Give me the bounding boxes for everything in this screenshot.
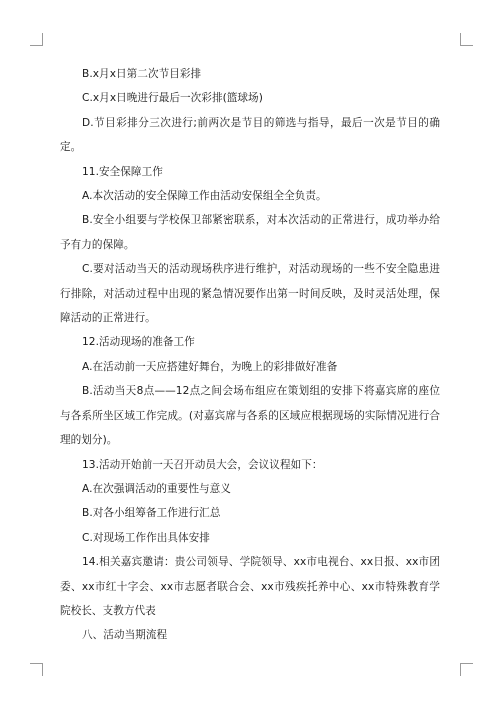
paragraph: C.要对活动当天的活动现场秩序进行维护，对活动现场的一些不安全隐患进行排除，对活动过程中出现的紧急情况要作出第一时间反映，及时灵活处理，保障活动的正常进行。 (60, 263, 440, 325)
paragraph: B.x月x日第二次节目彩排 (82, 68, 202, 80)
paragraph: A.在次强调活动的重要性与意义 (82, 482, 231, 495)
paragraph: B.安全小组要与学校保卫部紧密联系，对本次活动的正常进行，成功举办给予有力的保障。 (60, 214, 440, 251)
paragraph: C.对现场工作作出具体安排 (82, 531, 210, 544)
paragraph: C.x月x日晚进行最后一次彩排(篮球场) (82, 92, 263, 105)
paragraph: 14.相关嘉宾邀请：贵公司领导、学院领导、xx市电视台、xx日报、xx市团委、xx市红十字会、xx市志愿者联合会、xx市残疾托养中心、xx市特殊教育学院校长、支教方代表 (60, 556, 440, 617)
section-heading: 11.安全保障工作 (82, 165, 163, 178)
paragraph: A.本次活动的安全保障工作由活动安保组全全负责。 (82, 190, 327, 203)
document-body (60, 62, 440, 648)
section-heading: 12.活动现场的准备工作 (82, 336, 195, 349)
crop-mark-top-left (30, 33, 43, 46)
crop-mark-bottom-right (460, 663, 473, 676)
paragraph: D.节目彩排分三次进行;前两次是节目的筛选与指导，最后一次是节目的确定。 (60, 116, 440, 154)
paragraph: B.活动当天8点——12点之间会场布组应在策划组的安排下将嘉宾席的座位与各系所坐区域工作完成。(对嘉宾席与各系的区域应根据现场的实际情况进行合理的划分)。 (60, 385, 440, 447)
crop-mark-bottom-left (30, 663, 43, 676)
crop-mark-top-right (460, 33, 473, 46)
section-heading: 八、活动当期流程 (82, 629, 168, 642)
paragraph: A.在活动前一天应搭建好舞台，为晚上的彩排做好准备 (82, 360, 338, 373)
section-heading: 13.活动开始前一天召开动员大会，会议议程如下： (82, 458, 323, 471)
paragraph: B.对各小组筹备工作进行汇总 (82, 507, 221, 520)
